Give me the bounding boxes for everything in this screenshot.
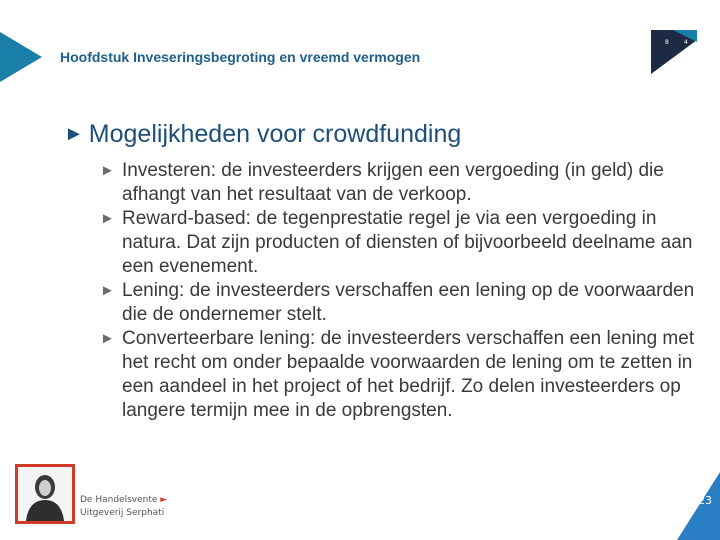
bullet-text: Lening: de investeerders verschaffen een lening op de voorwaarden die de ondernemer stelt. — [122, 280, 695, 325]
publisher-line2: Uitgeverij Serphati — [80, 508, 165, 518]
portrait-icon — [15, 464, 75, 524]
logo-letter: 8 — [665, 39, 669, 46]
bullet-text: Reward-based: de tegenprestatie regel je via een vergoeding in natura. Dat zijn producten of diensten of bijvoorbeeld deelname aan een evenement. — [122, 208, 693, 277]
heading-text: Mogelijkheden voor crowdfunding — [88, 120, 462, 148]
header-arrow-icon — [0, 32, 42, 82]
bullet-arrow-icon: ► — [100, 210, 115, 227]
bullet-text: Converteerbare lening: de investeerders verschaffen een lening met het recht om onder bepaalde voorwaarden de lening om te zetten in een aandeel in het project of het bedrijf. Zo delen investeerders op langere termijn mee in de opbrengsten. — [122, 328, 695, 421]
bullet-arrow-icon: ► — [100, 330, 115, 347]
bullet-item — [100, 327, 700, 423]
bullet-text: Investeren: de investeerders krijgen een vergoeding (in geld) die afhangt van het resultaat van de verkoop. — [122, 160, 664, 205]
chapter-title: Hoofdstuk Inveseringsbegroting en vreemd vermogen — [60, 49, 421, 65]
publisher-line1: De Handelsvente — [80, 495, 158, 505]
page-number: 23 — [698, 494, 712, 507]
bullet-list — [100, 159, 700, 423]
logo-letter: 4 — [684, 39, 688, 46]
bullet-item — [100, 207, 700, 279]
heading-bullet-icon: ► — [64, 123, 84, 145]
bullet-item — [100, 279, 700, 327]
bullet-item — [100, 159, 700, 207]
bullet-arrow-icon: ► — [100, 162, 115, 179]
slide-heading — [64, 120, 461, 149]
corner-logo-shape-icon — [651, 30, 697, 74]
publisher-name — [80, 494, 167, 520]
publisher-arrow-icon: ► — [160, 495, 168, 505]
bullet-arrow-icon: ► — [100, 282, 115, 299]
corner-logo — [651, 30, 697, 79]
